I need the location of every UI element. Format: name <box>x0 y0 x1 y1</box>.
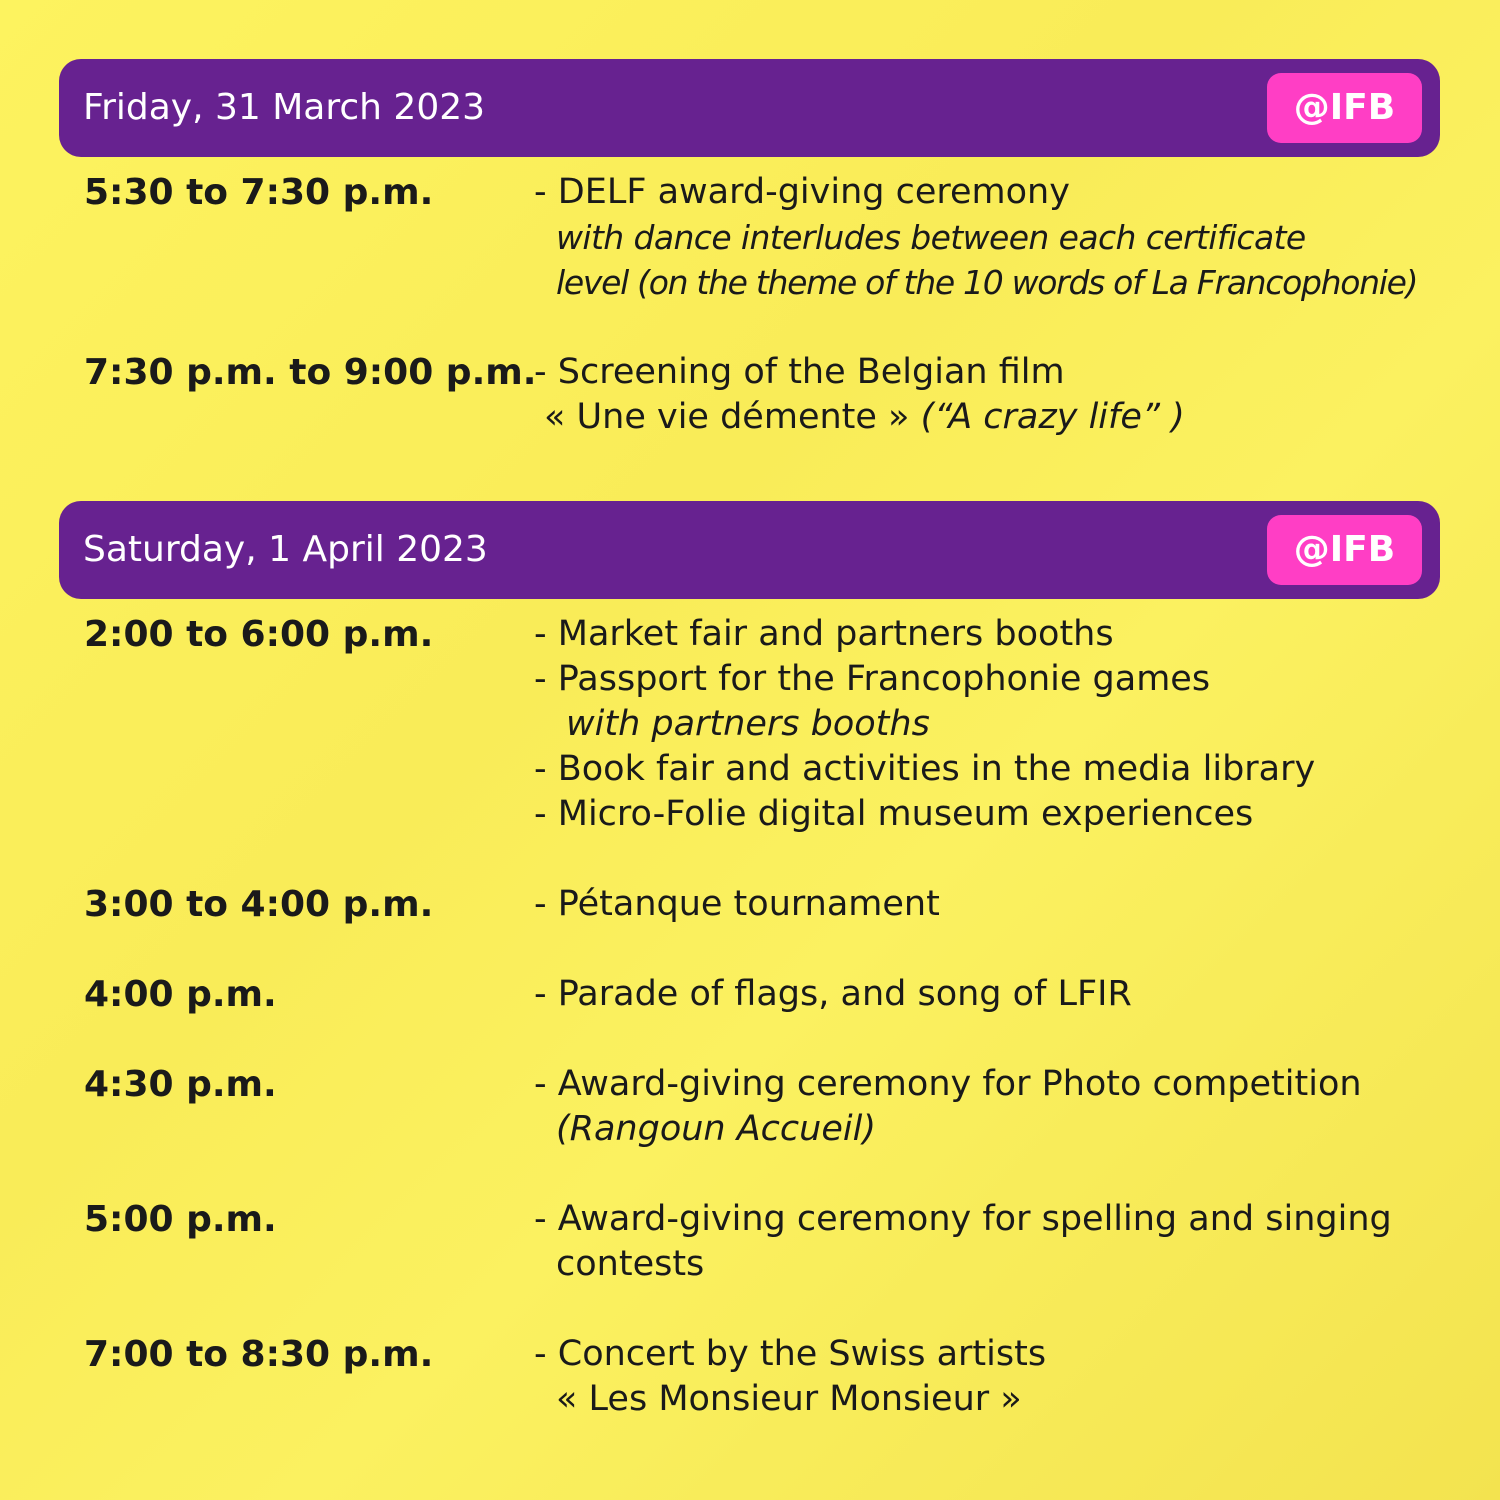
event-description <box>534 612 1315 837</box>
event-line: - Award-giving ceremony for spelling and singing <box>534 1199 1392 1239</box>
event-line: - Passport for the Francophonie games <box>534 659 1211 699</box>
event-time: 2:00 to 6:00 p.m. <box>84 614 434 655</box>
film-title: « Une vie démente » <box>544 397 910 437</box>
event-time: 4:00 p.m. <box>84 974 277 1015</box>
event-time: 4:30 p.m. <box>84 1064 277 1105</box>
day-header-friday <box>59 59 1440 157</box>
event-description <box>534 882 940 927</box>
event-time: 7:00 to 8:30 p.m. <box>84 1334 434 1375</box>
event-line: - Pétanque tournament <box>534 884 940 924</box>
event-line: - Award-giving ceremony for Photo competition <box>534 1064 1362 1104</box>
event-line: - Parade of flags, and song of LFIR <box>534 974 1132 1014</box>
event-subline: level (on the theme of the 10 words of La Francophonie) <box>556 263 1418 302</box>
event-description <box>534 972 1132 1017</box>
event-line: « Les Monsieur Monsieur » <box>556 1379 1022 1419</box>
event-description <box>534 1332 1046 1422</box>
event-line: contests <box>556 1244 705 1284</box>
event-description <box>534 1062 1362 1152</box>
event-description <box>534 1197 1392 1287</box>
event-line: - DELF award-giving ceremony <box>534 172 1070 212</box>
event-line: - Book fair and activities in the media library <box>534 749 1316 789</box>
event-line: - Market fair and partners booths <box>534 614 1114 654</box>
event-subline: with dance interludes between each certificate <box>556 218 1306 257</box>
event-line: - Concert by the Swiss artists <box>534 1334 1047 1374</box>
event-subline: with partners booths <box>566 704 930 744</box>
event-description <box>534 170 1417 305</box>
event-time: 3:00 to 4:00 p.m. <box>84 884 434 925</box>
day-header-saturday <box>59 501 1440 599</box>
event-line: - Screening of the Belgian film <box>534 352 1065 392</box>
venue-tag: @IFB <box>1267 515 1422 585</box>
event-line: - Micro-Folie digital museum experiences <box>534 794 1254 834</box>
event-subline: (Rangoun Accueil) <box>556 1109 876 1149</box>
day-title: Friday, 31 March 2023 <box>83 87 486 128</box>
day-title: Saturday, 1 April 2023 <box>83 529 488 570</box>
event-line <box>534 395 1185 440</box>
event-time: 7:30 p.m. to 9:00 p.m. <box>84 352 537 393</box>
event-description <box>534 350 1185 440</box>
event-time: 5:30 to 7:30 p.m. <box>84 172 434 213</box>
film-translation: (“A crazy life” ) <box>920 397 1185 437</box>
venue-tag: @IFB <box>1267 73 1422 143</box>
event-time: 5:00 p.m. <box>84 1199 277 1240</box>
